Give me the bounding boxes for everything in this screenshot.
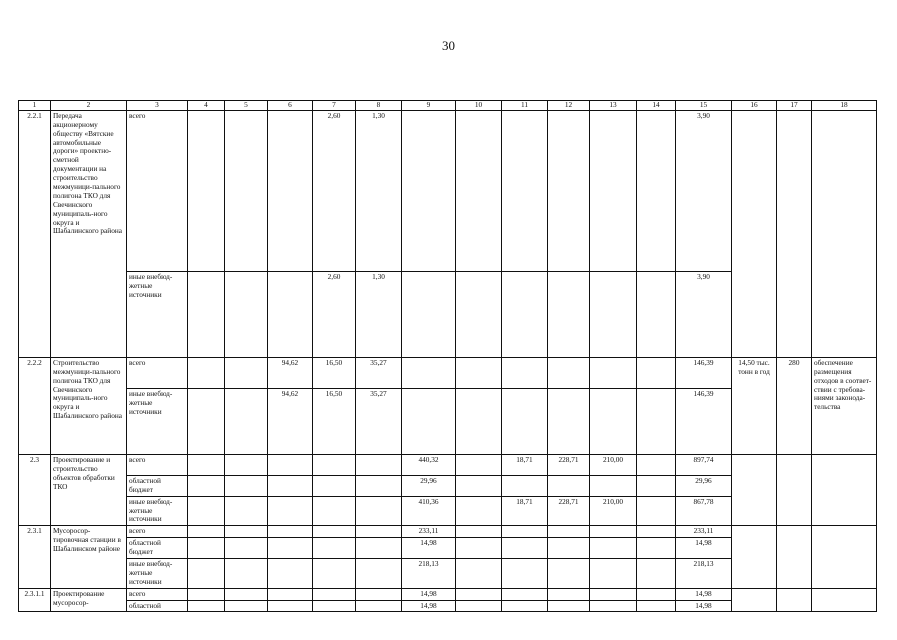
row-name: Мусоросор-тировочная станции в Шабалинском районе [51,526,127,588]
table-cell: 228,71 [548,454,590,475]
table-cell: 280 [777,357,812,454]
funding-source: всего [127,588,188,600]
table-cell: 3,90 [676,271,732,357]
table-cell: 218,13 [402,559,456,589]
col-header: 13 [590,101,637,111]
col-header: 10 [456,101,502,111]
table-cell: 1,30 [356,271,402,357]
funding-source: иные внебюд-жетные источники [127,496,188,526]
table-cell: 146,39 [676,388,732,454]
funding-source: иные внебюд-жетные источники [127,271,188,357]
col-header: 16 [732,101,777,111]
row-code: 2.2.2 [19,357,51,454]
table-cell: 94,62 [268,388,313,454]
table-cell: 14,98 [402,588,456,600]
table-row [19,110,877,271]
row-name: Передача акционерному обществу «Вятские автомобильные дороги» проектно-сметной документации на строительство межмуници-пального полигона ТКО для Свечинского муниципаль-ного округа и Шабалинского района [51,110,127,357]
table-cell: 18,71 [502,454,548,475]
table-cell: 228,71 [548,496,590,526]
capacity-cell: 14,50 тыс. тонн в год [732,357,777,454]
table-cell: 14,98 [676,600,732,612]
table-cell: 14,98 [676,538,732,559]
funding-source: областной [127,600,188,612]
funding-source: всего [127,454,188,475]
table-row [19,357,877,388]
funding-source: областной бюджет [127,475,188,496]
table-cell: 146,39 [676,357,732,388]
table-cell: 1,30 [356,110,402,271]
table-cell: 2,60 [313,271,356,357]
table-cell: 897,74 [676,454,732,475]
row-name: Строительство межмуници-пального полигона ТКО для Свечинского муниципаль-ного округа и Шабалинского района [51,357,127,454]
table-cell: 867,78 [676,496,732,526]
table-cell: 2,60 [313,110,356,271]
table-cell: 233,11 [402,526,456,538]
col-header: 17 [777,101,812,111]
column-header-row [19,101,877,111]
row-code: 2.2.1 [19,110,51,357]
row-code: 2.3.1 [19,526,51,588]
row-code: 2.3.1.1 [19,588,51,612]
table-cell: 16,50 [313,388,356,454]
table-cell: 18,71 [502,496,548,526]
col-header: 7 [313,101,356,111]
funding-source: всего [127,110,188,271]
table-cell: 35,27 [356,357,402,388]
table-cell: 233,11 [676,526,732,538]
col-header: 11 [502,101,548,111]
funding-source: областной бюджет [127,538,188,559]
col-header: 2 [51,101,127,111]
col-header: 1 [19,101,51,111]
col-header: 5 [225,101,268,111]
page-number: 30 [442,38,455,53]
table-cell: 14,98 [676,588,732,600]
funding-source: иные внебюд-жетные источники [127,388,188,454]
table-cell: 210,00 [590,454,637,475]
table-cell: 94,62 [268,357,313,388]
table-row [19,588,877,600]
table-cell: 210,00 [590,496,637,526]
table-cell: 29,96 [676,475,732,496]
table-row [19,454,877,475]
funding-source: всего [127,526,188,538]
col-header: 4 [188,101,225,111]
table-cell: 14,98 [402,600,456,612]
row-name: Проектирование мусоросор- [51,588,127,612]
table-cell: 3,90 [676,110,732,271]
table-cell: 16,50 [313,357,356,388]
col-header: 18 [812,101,877,111]
col-header: 14 [637,101,676,111]
table-row [19,526,877,538]
funding-source: всего [127,357,188,388]
row-name: Проектирование и строительство объектов обработки ТКО [51,454,127,525]
col-header: 15 [676,101,732,111]
col-header: 8 [356,101,402,111]
table-cell: 14,98 [402,538,456,559]
table-cell: 440,32 [402,454,456,475]
col-header: 6 [268,101,313,111]
col-header: 9 [402,101,456,111]
funding-source: иные внебюд-жетные источники [127,559,188,589]
table-cell: 29,96 [402,475,456,496]
purpose-cell: обеспечение размещения отходов в соответ-ствии с требова-ниями законода-тельства [812,357,877,454]
col-header: 12 [548,101,590,111]
row-code: 2.3 [19,454,51,525]
table-cell: 218,13 [676,559,732,589]
table-cell: 35,27 [356,388,402,454]
col-header: 3 [127,101,188,111]
budget-table [18,100,877,612]
table-cell: 410,36 [402,496,456,526]
